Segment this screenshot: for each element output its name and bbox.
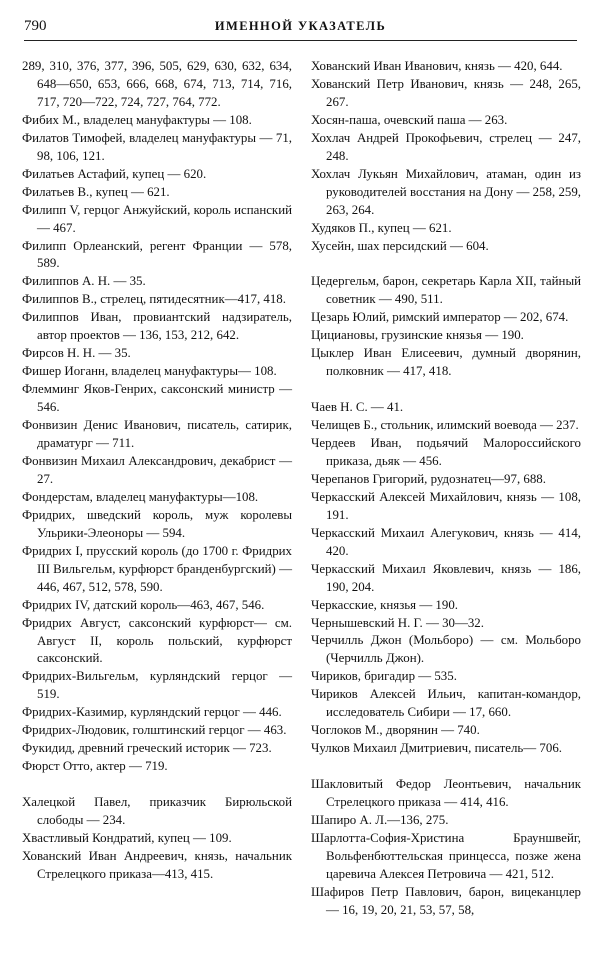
index-entry: Чаев Н. С. — 41. (311, 400, 404, 415)
header-rule (24, 40, 577, 41)
index-entry: Чириков Алексей Ильич, капитан-командор, исследователь Сибири — 17, 660. (311, 687, 581, 720)
index-entry: Хованский Иван Андреевич, князь, начальник Стрелецкого приказа—413, 415. (22, 848, 292, 881)
index-entry: Чердеев Иван, подьячий Малороссийского приказа, дьяк — 456. (311, 435, 581, 468)
index-entry: Челищев Б., стольник, илимский воевода — 237. (311, 418, 579, 433)
index-entry: Филатьев В., купец — 621. (22, 184, 170, 199)
index-entry: Хохлач Лукьян Михайлович, атаман, один из руководителей восстания на Дону — 258, 259, 263, 264. (311, 166, 581, 217)
index-entry: Фридрих-Вильгельм, курляндский герцог — 519. (22, 669, 292, 702)
index-entry: Чернышевский Н. Г. — 30—32. (311, 615, 484, 630)
index-entry: Хованский Иван Иванович, князь — 420, 644. (311, 59, 563, 73)
index-entry: Шакловитый Федор Леонтьевич, начальник Стрелецкого приказа — 414, 416. (311, 777, 581, 810)
index-entry: Филиппов А. Н. — 35. (22, 274, 146, 289)
index-entry: Черкасский Михаил Алегукович, князь — 414, 420. (311, 525, 581, 558)
index-entry: Фукидид, древний греческий историк — 723. (22, 741, 272, 756)
index-entry: Цезарь Юлий, римский император — 202, 674. (311, 310, 569, 325)
index-entry: Фридрих-Казимир, курляндский герцог — 446. (22, 705, 282, 720)
section-gap (22, 776, 292, 794)
index-entry: Фонвизин Денис Иванович, писатель, сатирик, драматург — 711. (22, 418, 292, 451)
index-entry: Черепанов Григорий, рудознатец—97, 688. (311, 471, 546, 486)
index-entry: Филипп Орлеанский, регент Франции — 578, 589. (22, 238, 292, 271)
index-entry: Филиппов В., стрелец, пятидесятник—417, 418. (22, 292, 286, 307)
page-header (24, 16, 577, 42)
index-entry: Шафиров Петр Павлович, барон, вицеканцлер — 16, 19, 20, 21, 53, 57, 58, (311, 884, 581, 917)
index-entry: Чулков Михаил Дмитриевич, писатель— 706. (311, 741, 562, 756)
left-column (22, 58, 292, 884)
index-entry: Хосян-паша, очевский паша — 263. (311, 112, 508, 127)
index-entry: Шапиро А. Л.—136, 275. (311, 812, 449, 827)
index-entry: Черкасские, князья — 190. (311, 597, 458, 612)
index-entry: Фюрст Отто, актер — 719. (22, 759, 168, 774)
index-entry: Худяков П., купец — 621. (311, 220, 452, 235)
index-entry: Фонвизин Михаил Александрович, декабрист — 27. (22, 453, 292, 486)
index-entry: Цедергельм, барон, секретарь Карла XII, тайный советник — 490, 511. (311, 274, 581, 307)
index-entry: Хвастливый Кондратий, купец — 109. (22, 830, 232, 845)
index-entry: Филатьев Астафий, купец — 620. (22, 166, 207, 181)
index-entry: Фридрих IV, датский король—463, 467, 546. (22, 597, 265, 612)
index-entry: Фридрих-Людовик, голштинский герцог — 463. (22, 723, 287, 738)
index-entry: Филатов Тимофей, владелец мануфактуры — 71, 98, 106, 121. (22, 130, 292, 163)
index-entry: Черкасский Михаил Яковлевич, князь — 186, 190, 204. (311, 561, 581, 594)
index-entry: Черчилль Джон (Мольборо) — см. Мольборо (Черчилль Джон). (311, 633, 581, 666)
index-entry: Цыклер Иван Елисеевич, думный дворянин, полковник — 417, 418. (311, 346, 581, 379)
index-entry: Фридрих, шведский король, муж королевы Ульрики-Элеоноры — 594. (22, 507, 292, 540)
index-entry: Фридрих Август, саксонский курфюрст— см. Август II, король польский, курфюрст саксонский. (22, 615, 292, 666)
index-entry: Филиппов Иван, провиантский надзиратель, автор проектов — 136, 153, 212, 642. (22, 310, 292, 343)
index-entry: Фирсов Н. Н. — 35. (22, 346, 131, 361)
page-number: 790 (24, 18, 47, 34)
right-column (311, 58, 581, 920)
index-entry: Флемминг Яков-Генрих, саксонский министр — 546. (22, 382, 292, 415)
index-entry: Чоглоков М., дворянин — 740. (311, 723, 480, 738)
index-entry: 289, 310, 376, 377, 396, 505, 629, 630, 632, 634, 648—650, 653, 666, 668, 674, 713, 714, 716, 717, 720—722, 724, 727, 764, 772. (22, 59, 292, 109)
section-gap (311, 758, 581, 776)
index-entry: Фондерстам, владелец мануфактуры—108. (22, 489, 259, 504)
index-entry: Халецкой Павел, приказчик Бирюльской слободы — 234. (22, 795, 292, 828)
running-title: ИМЕННОЙ УКАЗАТЕЛЬ (214, 19, 387, 33)
index-entry: Фишер Иоганн, владелец мануфактуры— 108. (22, 364, 277, 379)
index-entry: Фибих М., владелец мануфактуры — 108. (22, 112, 252, 127)
section-gap (311, 255, 581, 273)
index-entry: Чириков, бригадир — 535. (311, 669, 457, 684)
section-gap (311, 381, 581, 399)
index-entry: Цициановы, грузинские князья — 190. (311, 328, 524, 343)
index-entry: Черкасский Алексей Михайлович, князь — 108, 191. (311, 489, 581, 522)
index-entry: Хохлач Андрей Прокофьевич, стрелец — 247, 248. (311, 130, 581, 163)
index-entry: Фридрих I, прусский король (до 1700 г. Фридрих III Вильгельм, курфюрст бранденбургский) — 446, 467, 512, 578, 590. (22, 543, 292, 594)
index-entry: Шарлотта-София-Христина Брауншвейг, Вольфенбюттельская принцесса, позже жена царевича Алексея Петровича — 421, 512. (311, 830, 581, 881)
index-entry: Хусейн, шах персидский — 604. (311, 238, 489, 253)
index-entry: Хованский Петр Иванович, князь — 248, 265, 267. (311, 76, 581, 109)
index-entry: Филипп V, герцог Анжуйский, король испанский — 467. (22, 202, 292, 235)
